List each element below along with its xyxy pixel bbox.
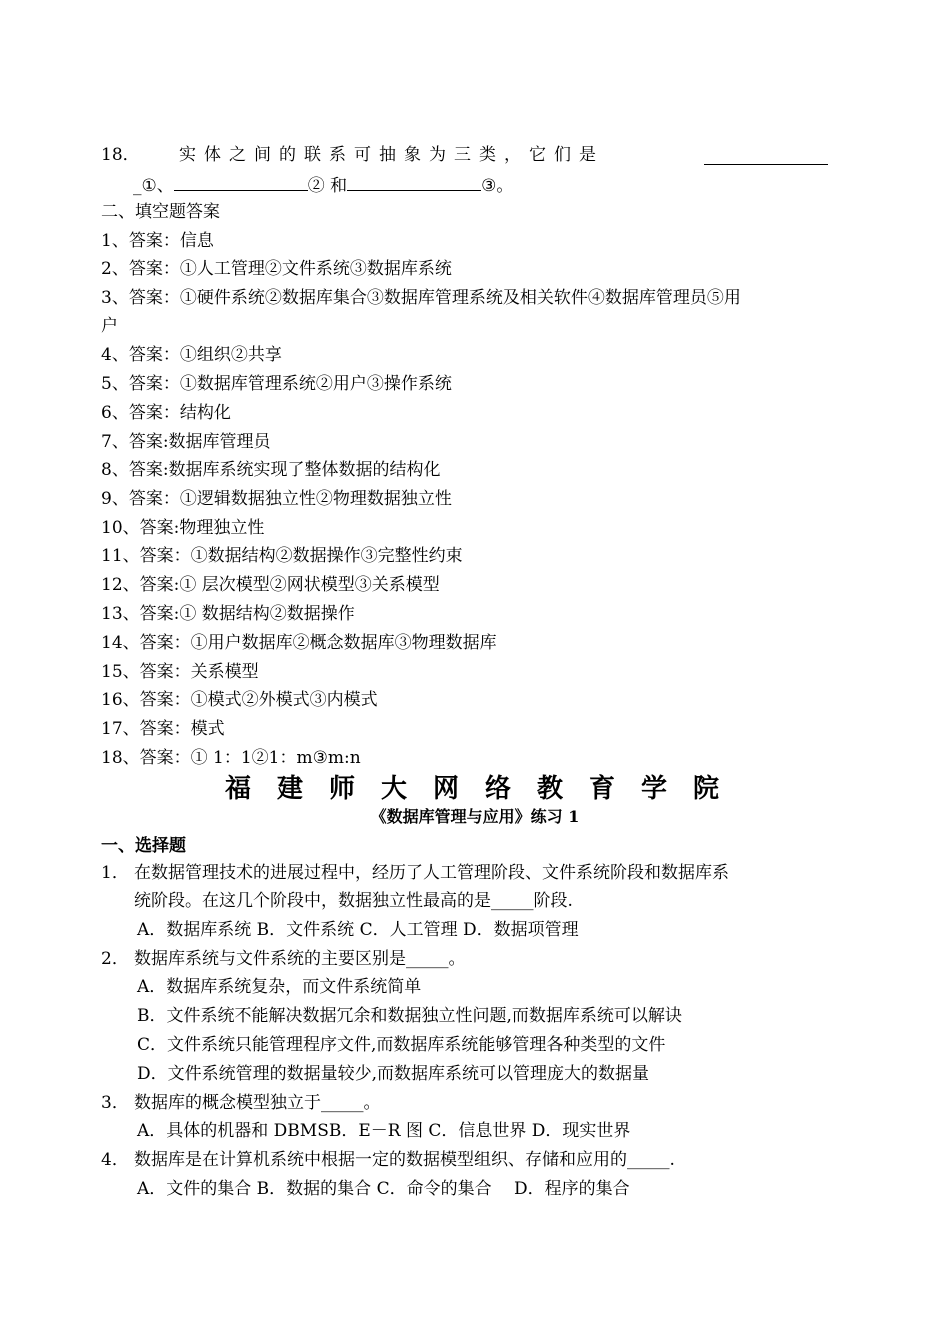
answer-line: 17、答案：模式: [101, 719, 225, 739]
answer-line: 7、答案:数据库管理员: [101, 432, 271, 452]
answer-line: 12、答案:① 层次模型②网状模型③关系模型: [101, 575, 440, 595]
question-2-option-a: A．数据库系统复杂，而文件系统简单: [137, 977, 422, 997]
question-text: 数据库的概念模型独立于_____。: [134, 1093, 381, 1113]
answer-line: 6、答案：结构化: [101, 403, 231, 423]
school-title: 福建师大网络教育学院: [224, 774, 745, 804]
answer-line: 1、答案：信息: [101, 231, 214, 251]
question-text: 实体之间的联系可抽象为三类，它们是: [179, 145, 604, 165]
answers-heading: 二、填空题答案: [101, 202, 220, 222]
answer-line: 18、答案：① 1：1②1：m③m:n: [101, 748, 361, 768]
answer-line: 3、答案：①硬件系统②数据库集合③数据库管理系统及相关软件④数据库管理员⑤用: [101, 288, 741, 308]
answer-line: 2、答案：①人工管理②文件系统③数据库系统: [101, 259, 452, 279]
question-text: 数据库是在计算机系统中根据一定的数据模型组织、存储和应用的_____.: [134, 1150, 675, 1170]
answer-line: 8、答案:数据库系统实现了整体数据的结构化: [101, 460, 441, 480]
question-4-options: A．文件的集合 B．数据的集合 C．命令的集合 D．程序的集合: [137, 1179, 630, 1199]
blank-marker-2: ② 和: [307, 176, 348, 196]
question-number: 1．: [101, 863, 129, 883]
exercise-title: 《数据库管理与应用》练习 1: [370, 807, 580, 826]
section-title: 一、选择题: [101, 836, 186, 856]
answer-line: 5、答案：①数据库管理系统②用户③操作系统: [101, 374, 452, 394]
answer-blank: [704, 144, 828, 165]
question-2-option-c: C．文件系统只能管理程序文件,而数据库系统能够管理各种类型的文件: [137, 1035, 666, 1055]
blank-marker-3: ③。: [481, 176, 514, 196]
question-text: 数据库系统与文件系统的主要区别是_____。: [134, 949, 466, 969]
answer-line: 10、答案:物理独立性: [101, 518, 265, 538]
question-2-option-b: B．文件系统不能解决数据冗余和数据独立性问题,而数据库系统可以解诀: [137, 1006, 682, 1026]
question-number: 2．: [101, 949, 129, 969]
answer-line: 13、答案:① 数据结构②数据操作: [101, 604, 355, 624]
question-number: 18．: [101, 145, 140, 165]
answer-line: 15、答案：关系模型: [101, 662, 259, 682]
question-3-options: A．具体的机器和 DBMSB．E－R 图 C．信息世界 D．现实世界: [137, 1121, 631, 1141]
answer-line: 14、答案：①用户数据库②概念数据库③物理数据库: [101, 633, 497, 653]
answer-line: 16、答案：①模式②外模式③内模式: [101, 690, 378, 710]
question-2-option-d: D．文件系统管理的数据量较少,而数据库系统可以管理庞大的数据量: [137, 1064, 650, 1084]
question-number: 4．: [101, 1150, 129, 1170]
question-number: 3．: [101, 1093, 129, 1113]
answer-line: 户: [101, 316, 118, 336]
question-1-options: A．数据库系统 B．文件系统 C．人工管理 D．数据项管理: [137, 920, 579, 940]
question-text: 统阶段。在这几个阶段中，数据独立性最高的是_____阶段.: [134, 891, 573, 911]
answer-line: 11、答案：①数据结构②数据操作③完整性约束: [101, 546, 463, 566]
answer-line: 9、答案：①逻辑数据独立性②物理数据独立性: [101, 489, 452, 509]
answer-blank: [347, 172, 481, 191]
answer-line: 4、答案：①组织②共享: [101, 345, 282, 365]
answer-blank: [174, 172, 308, 191]
blank-marker-1: _①、: [133, 176, 174, 196]
question-18-line-2: [133, 172, 513, 197]
question-text: 在数据管理技术的进展过程中，经历了人工管理阶段、文件系统阶段和数据库系: [134, 863, 729, 883]
